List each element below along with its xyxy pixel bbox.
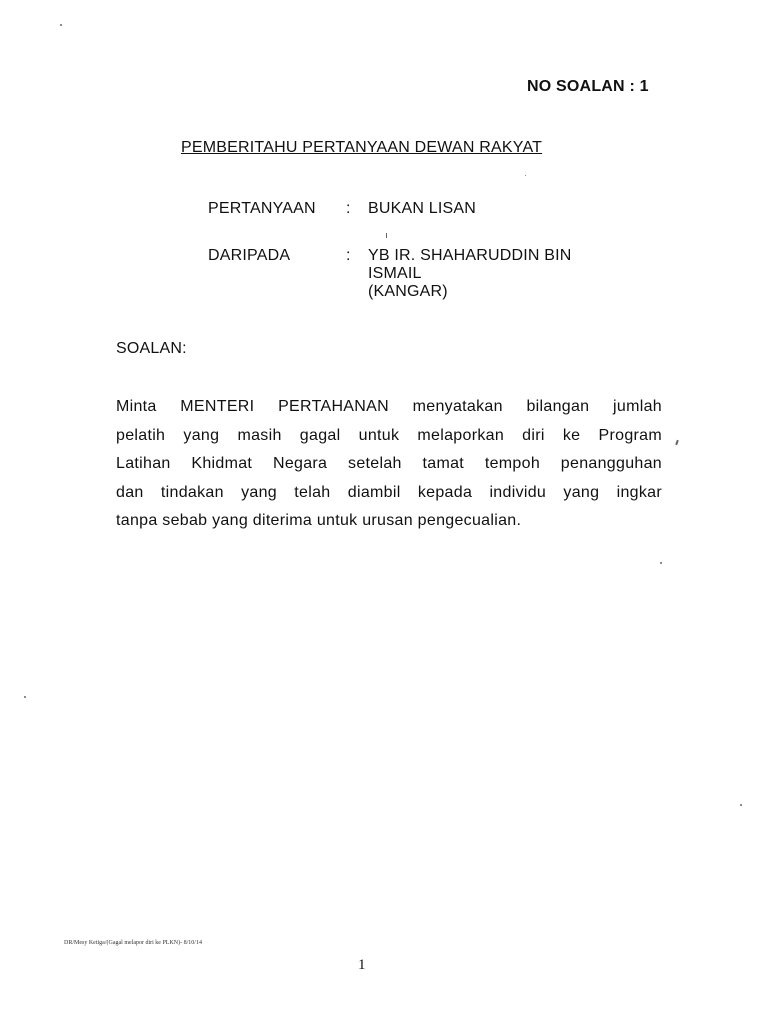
scan-speck bbox=[60, 24, 62, 26]
from-value-constituency: (KANGAR) bbox=[368, 283, 448, 300]
question-line: dan tindakan yang telah diambil kepada individu yang ingkar bbox=[116, 483, 662, 501]
scan-speck bbox=[386, 233, 387, 238]
page-number: 1 bbox=[358, 957, 366, 973]
from-value bbox=[368, 247, 572, 301]
footer-reference: DR/Mesy Ketiga/(Gagal melapor diri ke PLKN)- 8/10/14 bbox=[64, 940, 202, 946]
question-line: Minta MENTERI PERTAHANAN menyatakan bilangan jumlah bbox=[116, 398, 662, 415]
question-type-colon: : bbox=[346, 200, 351, 217]
scan-speck bbox=[740, 804, 742, 806]
scan-speck bbox=[24, 696, 26, 698]
question-line: Latihan Khidmat Negara setelah tamat tempoh penangguhan bbox=[116, 455, 662, 472]
scan-speck bbox=[675, 440, 679, 445]
from-value-name: YB IR. SHAHARUDDIN BIN bbox=[368, 247, 572, 264]
scan-speck bbox=[660, 562, 662, 564]
question-number: NO SOALAN : 1 bbox=[527, 78, 649, 95]
from-value-name-cont: ISMAIL bbox=[368, 265, 422, 282]
question-type-label: PERTANYAAN bbox=[208, 200, 316, 217]
from-colon: : bbox=[346, 247, 351, 264]
question-body bbox=[116, 393, 662, 536]
question-heading: SOALAN: bbox=[116, 340, 187, 357]
document-title: PEMBERITAHU PERTANYAAN DEWAN RAKYAT bbox=[181, 139, 543, 156]
question-line: pelatih yang masih gagal untuk melaporkan diri ke Program bbox=[116, 426, 662, 444]
from-label: DARIPADA bbox=[208, 247, 291, 264]
question-type-value: BUKAN LISAN bbox=[368, 200, 477, 217]
scan-speck bbox=[525, 175, 526, 176]
question-line: tanpa sebab yang diterima untuk urusan pengecualian. bbox=[116, 512, 522, 529]
